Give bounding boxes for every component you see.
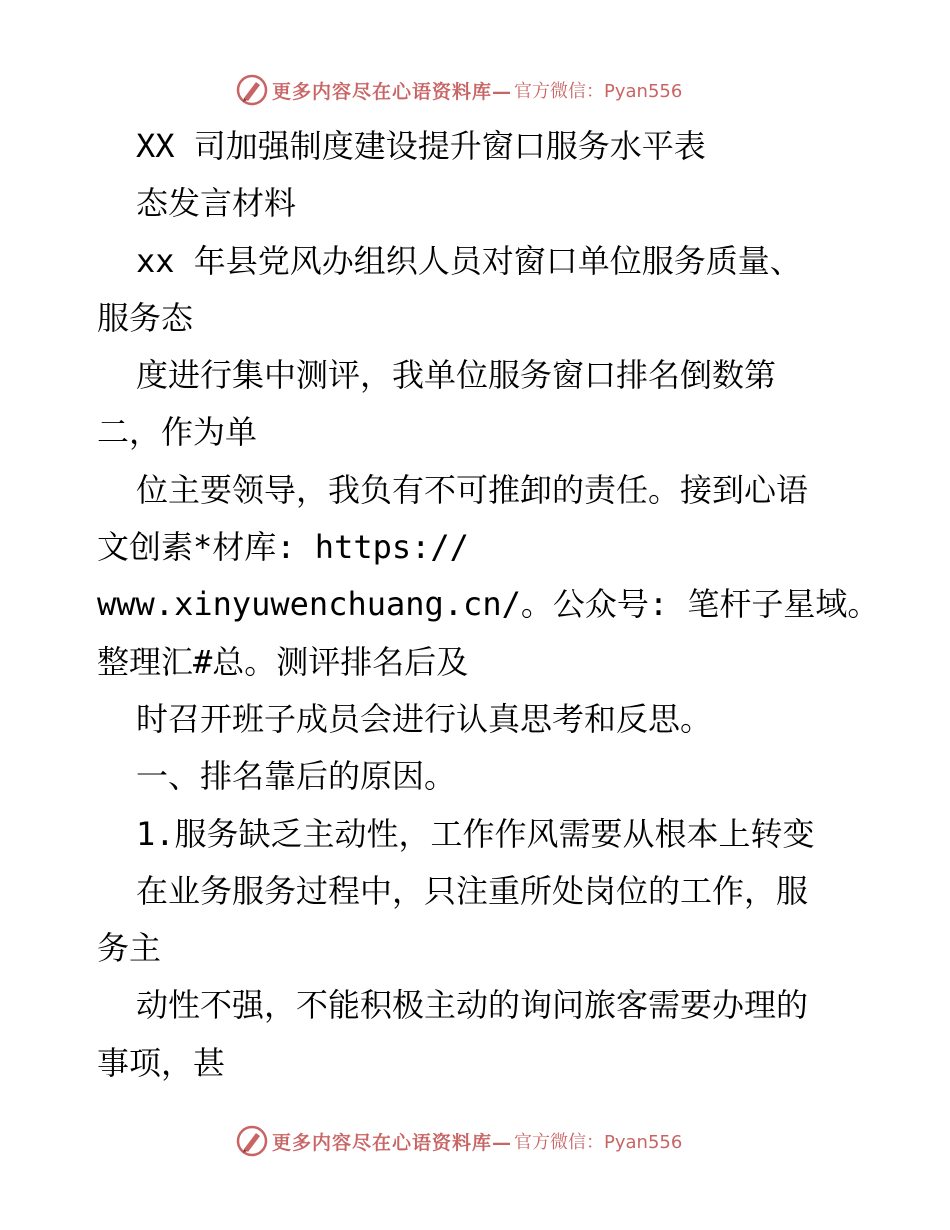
watermark-wechat: 官方微信：Pyan556 [514,1132,683,1153]
text-line: 二，作为单 [97,413,258,452]
text-line: 事项，甚 [97,1043,226,1082]
text-line: 文创素*材库: https:// [97,528,469,567]
watermark-footer [236,1124,682,1158]
text-line: 度进行集中测评，我单位服务窗口排名倒数第 [136,356,777,395]
watermark-wechat: 官方微信：Pyan556 [514,81,683,102]
text-line: 整理汇#总。测评排名后及 [97,642,469,681]
text-line: 服务态 [97,298,194,337]
text-line: 在业务服务过程中，只注重所处岗位的工作，服 [136,871,809,910]
text-line: 位主要领导，我负有不可推卸的责任。接到心语 [136,470,809,509]
text-line: 一、排名靠后的原因。 [136,757,457,796]
pen-logo-icon [236,1125,268,1157]
text-line: 态发言材料 [136,184,297,223]
pen-logo-icon [236,74,268,106]
watermark-text: 更多内容尽在心语资料库— [272,1131,513,1154]
text-line: 时召开班子成员会进行认真思考和反思。 [136,699,713,738]
text-line: 1.服务缺乏主动性，工作作风需要从根本上转变 [136,814,815,853]
text-line: 动性不强，不能积极主动的询问旅客需要办理的 [136,986,809,1025]
text-line: 务主 [97,929,162,968]
text-line: www.xinyuwenchuang.cn/。公众号: 笔杆子星域。 [97,585,880,624]
document-body [97,118,880,1092]
text-line: xx 年县党风办组织人员对窗口单位服务质量、 [136,241,802,280]
text-line: XX 司加强制度建设提升窗口服务水平表 [136,127,706,165]
watermark-text: 更多内容尽在心语资料库— [272,80,513,103]
watermark-header [236,73,682,107]
